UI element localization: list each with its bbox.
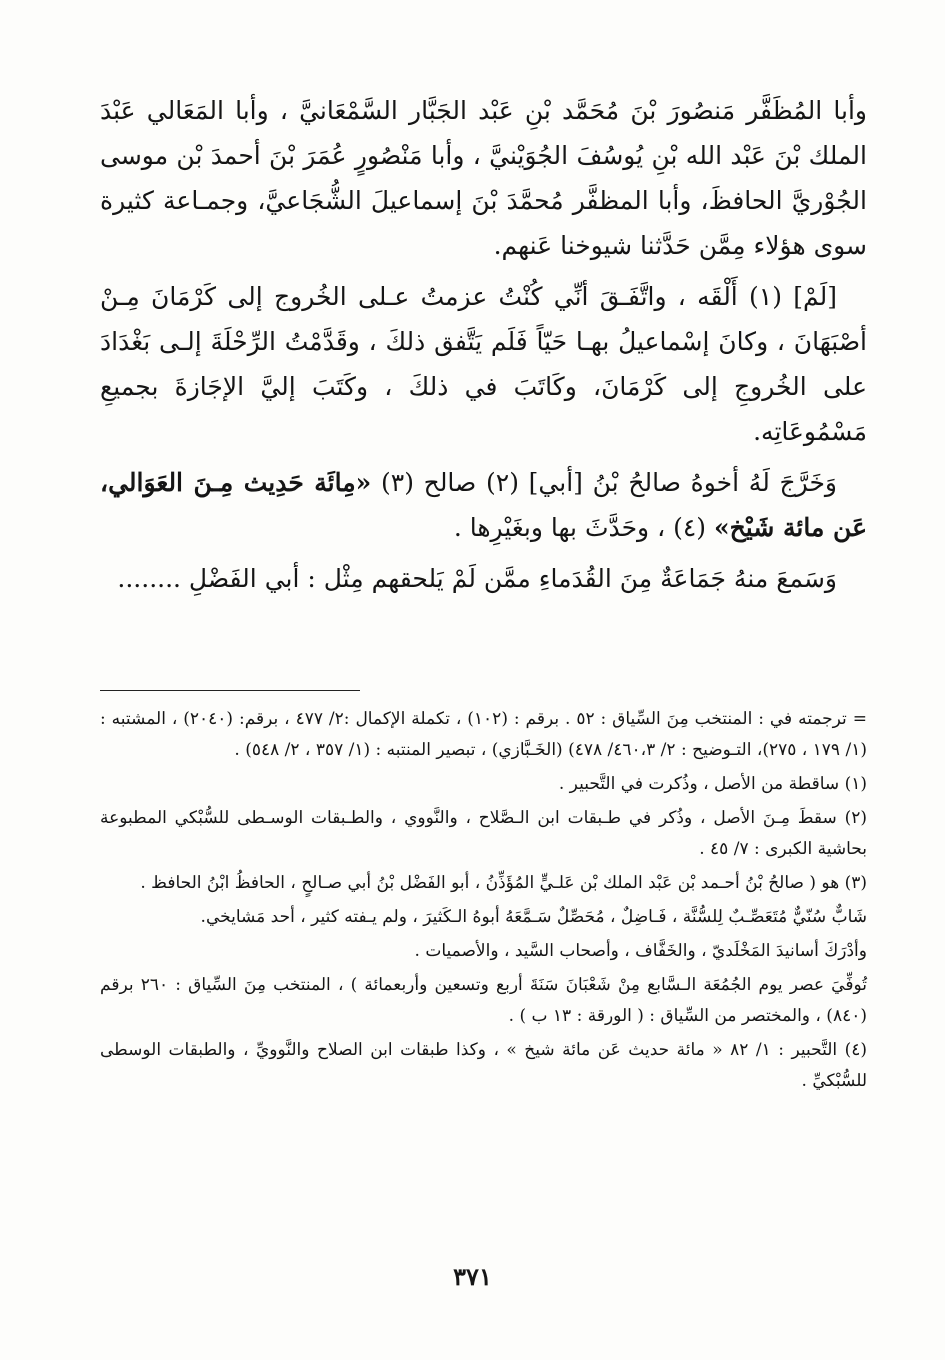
- footnote-2: (٢) سقطَ مِـنَ الأصل ، وذُكر في طـبقات ابن الـصَّلاح ، والنَّووي ، والطـبقات الوسـطى للسُّبْكي المطبوعة بحاشية الكبرى : ٧/ ٤٥ .: [100, 808, 867, 859]
- paragraph-1: وأبا المُظَفَّر مَنصُورَ بْنَ مُحَمَّد بْنِ عَبْد الجَبَّار السَّمْعَانيَّ ، وأبا المَعَالي عَبْدَ الملك بْنَ عَبْد الله بْنِ يُوسُفَ الجُوَيْنيَّ ، وأبا مَنْصُورٍ عُمَرَ بْنَ أحمدَ بْن موسى الجُوْريَّ الحافظَ، وأبا المظفَّر مُحمَّدَ بْنَ إسماعيلَ الشُّجَاعيَّ، وجمـاعة كثيرة سوى هؤلاء مِمَّن حَدَّثنا شيوخنا عَنهم.: [100, 96, 867, 260]
- paragraph-3: [100, 460, 867, 550]
- paragraph-2: [لَمْ] (١) أَلْقَه ، واتَّفَـقَ أنِّي كُنْتُ عزمتُ عـلى الخُروج إلى كَرْمَانَ مِـنْ أصْبَهَانَ ، وكانَ إسْماعيلُ بهـا حَيّاً فَلَم يَتَّفق ذلكَ ، وقَدَّمْتُ الرِّحْلَةَ إلـى بَغْدَادَ على الخُروجِ إلى كَرْمَانَ، وكَاتَبَ في ذلكَ ، وكَتَبَ إليَّ الإجَازةَ بجميعِ مَسْمُوعَاتِه.: [100, 282, 867, 446]
- paragraph-3-lead: وَخَرَّجَ لَهُ أخوهُ صالحُ بْنُ [أبي] (٢) صالح (٣): [381, 468, 837, 497]
- footnote-continuation: = ترجمته في : المنتخب مِنَ السِّياق : ٥٢ . برقم : (١٠٢) ، تكملة الإكمال :٢/ ٤٧٧ ، برقم: (٢٠٤٠) ، المشتبه : (١/ ١٧٩ ، ٢٧٥)، التـوضيح : ٢/ ٤٦٠،٣/ ٤٧٨) (الخَـبَّازي) ، تبصير المنتبه : (١/ ٣٥٧ ، ٢/ ٥٤٨) .: [100, 709, 867, 760]
- paragraph-3-tail: (٤) ، وحَدَّثَ بها وبغَيْرِها .: [453, 513, 707, 542]
- paragraph-4: وَسَمعَ منهُ جَمَاعَةٌ مِنَ القُدَماءِ ممَّن لَمْ يَلحقهم مِثْل : أبي الفَضْلِ ........: [117, 564, 837, 593]
- footnote-3-death: تُوفِّيَ عصر يوم الجُمُعَة الـسَّابع مِنْ شَعْبَانَ سَنَةَ أربع وتسعين وأربعمائة ) ، المنتخب مِنَ السِّياق : ٢٦٠ برقم (٨٤٠) ، والمختصر من السِّياق : ( الورقة : ١٣ ب ) .: [100, 975, 867, 1026]
- page-number: ٣٧١: [453, 1262, 492, 1291]
- main-text: [100, 88, 867, 601]
- book-title: «مِائَة حَدِيث مِـنَ العَوَالي، عَن مائة شَيْخ»: [100, 468, 867, 542]
- footnote-1: (١) ساقطة من الأصل ، وذُكرت في التَّحبير .: [558, 774, 867, 794]
- footnote-4: (٤) التَّحبير : ١/ ٨٢ « مائة حديث عَن مائة شيخ » ، وكذا طبقات ابن الصلاح والنَّوويِّ ، والطبقات الوسطى للسُّبْكيِّ .: [100, 1040, 867, 1091]
- footnote-3: (٣) هو ( صالحُ بْنُ أحـمد بْن عَبْد الملك بْن عَلـيٍّ المُؤَذِّنُ ، أبو الفَضْل بْنُ أبي صـالحٍ ، الحافظُ ابْنُ الحافظ .: [140, 873, 867, 893]
- footnote-divider: [100, 690, 360, 691]
- footnotes: [100, 704, 867, 1100]
- footnote-3-sources: وأدْرَكَ أسانيدَ المَخْلَديّ ، والخَفَّاف ، وأصحاب السَّيد ، والأصميات .: [414, 941, 867, 961]
- footnote-3-description: شَابٌّ سُنّيٌّ مُتَعَصِّـبٌ لِلسُّنَّة ، فَـاضِلٌ ، مُحَصِّلٌ سَـمَّعَهُ أبوهُ الـكَثيرَ ، ولم يـفته كثير ، أحد مَشايخي.: [200, 907, 867, 927]
